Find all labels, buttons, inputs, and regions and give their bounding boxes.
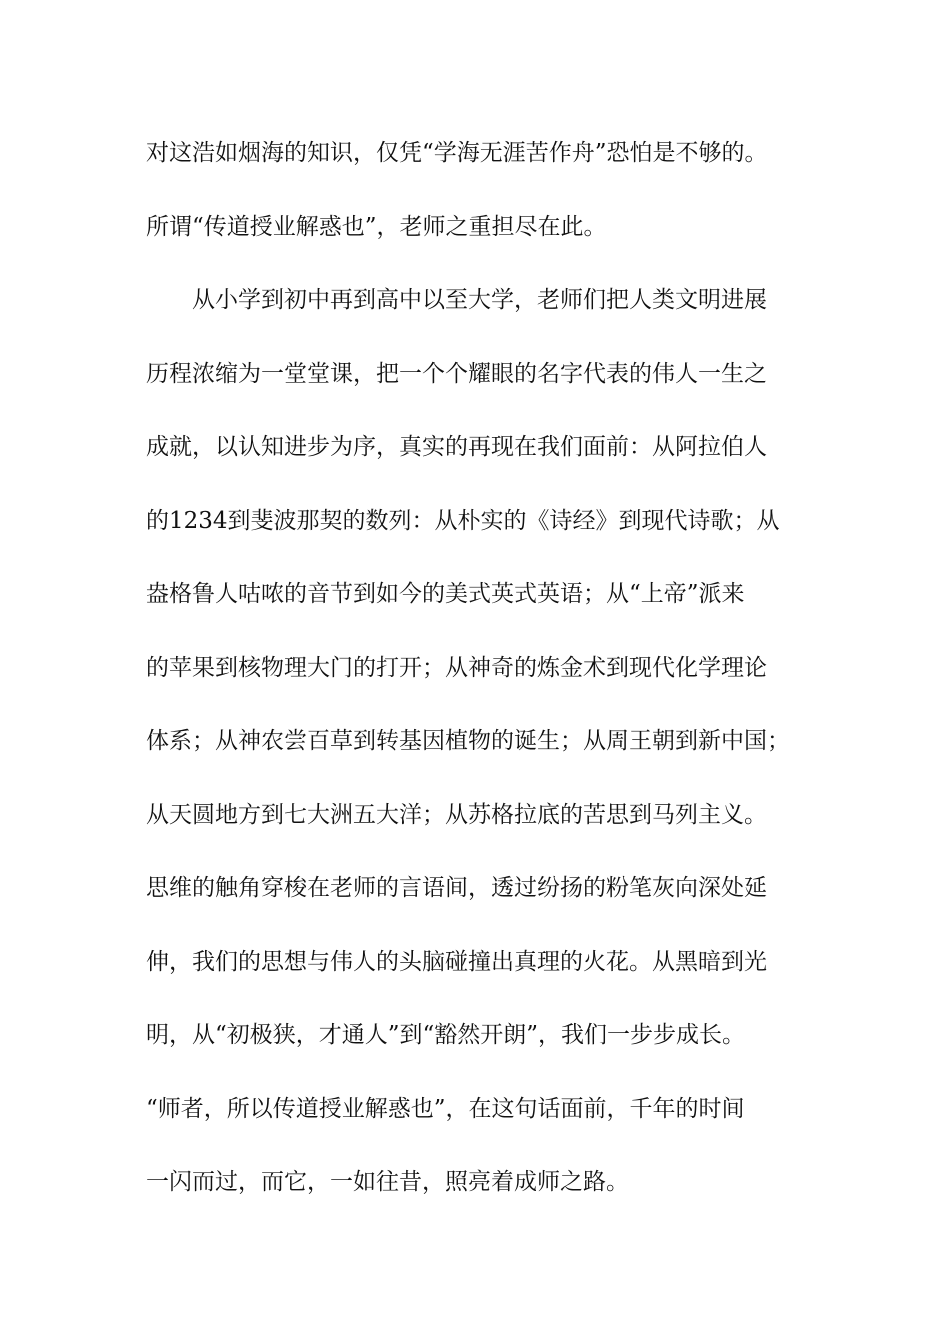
text-line-1: 对这浩如烟海的知识，仅凭“学海无涯苦作舟”恐怕是不够的。 [146,140,768,166]
text-line-14: “师者，所以传道授业解惑也”，在这句话面前，千年的时间 [146,1095,745,1122]
text-line-11: 思维的触角穿梭在老师的言语间，透过纷扬的粉笔灰向深处延 [146,875,767,901]
text-line-4: 历程浓缩为一堂堂课，把一个个耀眼的名字代表的伟人一生之 [146,360,767,387]
text-line-15: 一闪而过，而它，一如往昔，照亮着成师之路。 [146,1169,629,1195]
text-line-3: 从小学到初中再到高中以至大学，老师们把人类文明进展 [192,287,767,313]
text-line-2: 所谓“传道授业解惑也”，老师之重担尽在此。 [146,213,607,240]
text-line-13: 明，从“初极狭，才通人”到“豁然开朗”，我们一步步成长。 [146,1022,746,1048]
text-line-5: 成就，以认知进步为序，真实的再现在我们面前：从阿拉伯人 [146,434,767,460]
text-line-10: 从天圆地方到七大洲五大洋；从苏格拉底的苦思到马列主义。 [146,801,767,828]
text-line-7: 盎格鲁人咕哝的音节到如今的美式英式英语；从“上帝”派来 [146,581,745,607]
text-line-6: 的1234到斐波那契的数列：从朴实的《诗经》到现代诗歌；从 [146,507,780,534]
text-line-12: 伸，我们的思想与伟人的头脑碰撞出真理的火花。从黑暗到光 [146,948,767,975]
text-line-8: 的苹果到核物理大门的打开；从神奇的炼金术到现代化学理论 [146,654,767,681]
text-line-9: 体系；从神农尝百草到转基因植物的诞生；从周王朝到新中国； [146,728,790,754]
essay-text [146,128,826,1207]
